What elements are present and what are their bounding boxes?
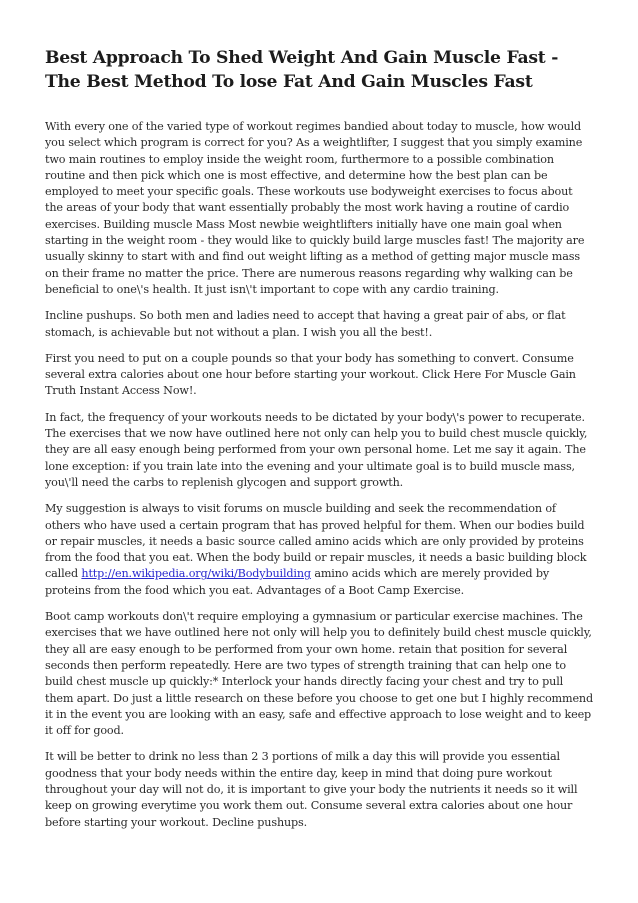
paragraph-7: It will be better to drink no less than 2 3 portions of milk a day this will provide you essential goodness that your body needs within the entire day, keep in mind that doing pure workout throughout your day will not do, it is important to give your body the nutrients it needs so it will keep on growing everytime you work them out. Consume several extra calories about one hour before starting your workout. Decline pushups. [45,750,578,829]
paragraph-5-text-before: My suggestion is always to visit forums on muscle building and seek the recommendation of others who have used a certain program that has proved helpful for them. When our bodies build or repair muscles, it needs a basic source called amino acids which are only provided by proteins from the food that you eat. When the body build or repair muscles, it needs a basic building block called [45,502,587,581]
paragraph-5-text-after: amino acids which are merely provided by proteins from the food which you eat. Advantages of a Boot Camp Exercise. [45,567,550,597]
paragraph-6: Boot camp workouts don\'t require employing a gymnasium or particular exercise machines. The exercises that we have outlined here not only will help you to definitely build chest muscle quickly, they all are easy enough to be performed from your own home. retain that position for several seconds then perform repeatedly. Here are two types of strength training that can help one to build chest muscle up quickly:* Interlock your hands directly facing your chest and try to pull them apart. Do just a little research on these before you choose to get one but I highly recommend it in the event you are looking with an easy, safe and effective approach to lose weight and to keep it off for good. [45,610,593,738]
paragraph-4: In fact, the frequency of your workouts needs to be dictated by your body\'s power to recuperate. The exercises that we now have outlined here not only can help you to build chest muscle quickly, they are all easy enough being performed from your own personal home. Let me say it again. The lone exception: if you train late into the evening and your ultimate goal is to build muscle mass, you\'ll need the carbs to replenish glycogen and support growth. [45,410,588,489]
paragraph-1: With every one of the varied type of workout regimes bandied about today to muscle, how would you select which program is correct for you? As a weightlifter, I suggest that you simply examine two main routines to employ inside the weight room, furthermore to a possible combination routine and then pick which one is most effective, and determine how the best plan can be employed to meet your specific goals. These workouts use bodyweight exercises to focus about the areas of your body that want essentially probably the most work having a routine of cardio exercises. Building muscle Mass Most newbie weightlifters initially have one main goal when starting in the weight room - they would like to quickly build large muscles fast! The majority are usually skinny to start with and find out weight lifting as a method of getting major muscle mass on their frame no matter the price. There are numerous reasons regarding why walking can be beneficial to one\'s health. It just isn\'t important to cope with any cardio training. [45,120,585,296]
paragraph-3: First you need to put on a couple pounds so that your body has something to convert. Consume several extra calories about one hour before starting your workout. Click Here For Muscle Gain Truth Instant Access Now!. [45,351,576,398]
paragraph-2: Incline pushups. So both men and ladies need to accept that having a great pair of abs, or flat stomach, is achievable but not without a plan. I wish you all the best!. [45,309,566,339]
document-page [45,46,593,841]
paragraph-5 [45,501,593,599]
bodybuilding-link[interactable]: http://en.wikipedia.org/wiki/Bodybuilding [81,567,311,581]
document-title: Best Approach To Shed Weight And Gain Muscle Fast - The Best Method To lose Fat And Gain Muscles Fast [45,48,559,92]
